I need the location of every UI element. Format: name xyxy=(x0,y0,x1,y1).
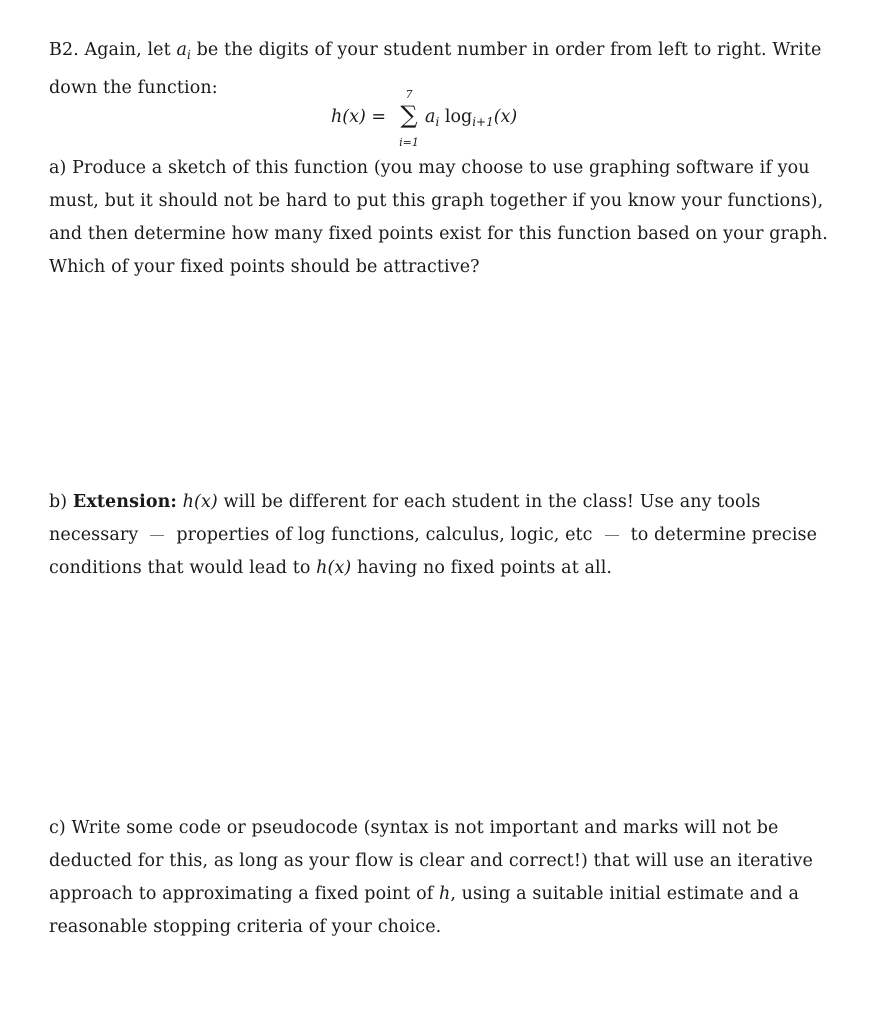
sum-lower-limit: i=1 xyxy=(399,136,419,149)
part-b: b) Extension: h(x) will be different for each student in the class! Use any tools necessary properties of log functions, calculus, logic, etc to determine precise conditions that would lead to h(x) having no fixed points at all. xyxy=(49,492,818,578)
display-formula xyxy=(331,88,571,150)
formula-lhs: h(x) = xyxy=(331,107,387,127)
intro-variable-subscript: i xyxy=(186,48,191,62)
em-dash xyxy=(150,535,164,536)
part-a xyxy=(49,152,829,284)
formula-term: $a_i$ $\log_{i+1}(x)$ xyxy=(425,107,518,129)
intro-text-rest: be the digits of your student number in order from left to right. Write xyxy=(190,40,822,60)
part-c: c) Write some code or pseudocode (syntax is not important and marks will not be deducted for this, as long as your flow is clear and correct!) that will use an iterative approach to approximating a fixed point of h, using a suitable initial estimate and a reasonable stopping criteria of your choice. xyxy=(49,818,813,937)
function-h: h(x) xyxy=(182,492,218,512)
sum-upper-limit: 7 xyxy=(405,88,413,101)
em-dash xyxy=(605,535,619,536)
summation xyxy=(398,88,420,150)
function-h: h(x) xyxy=(316,558,352,578)
intro-variable: a xyxy=(176,40,187,60)
intro-text-line2: down the function: xyxy=(49,78,218,98)
part-a-text: a) Produce a sketch of this function (you may choose to use graphing software if you must, but it should not be hard to put this graph together if you know your functions), and then determine how many fixed points exist for this function based on your graph. Which of your fixed points should be attractive? xyxy=(49,158,828,277)
intro-text: B2. Again, let xyxy=(49,40,177,60)
extension-label: Extension: xyxy=(72,492,177,512)
function-h: h xyxy=(438,884,451,904)
sigma-symbol: ∑ xyxy=(400,101,418,129)
